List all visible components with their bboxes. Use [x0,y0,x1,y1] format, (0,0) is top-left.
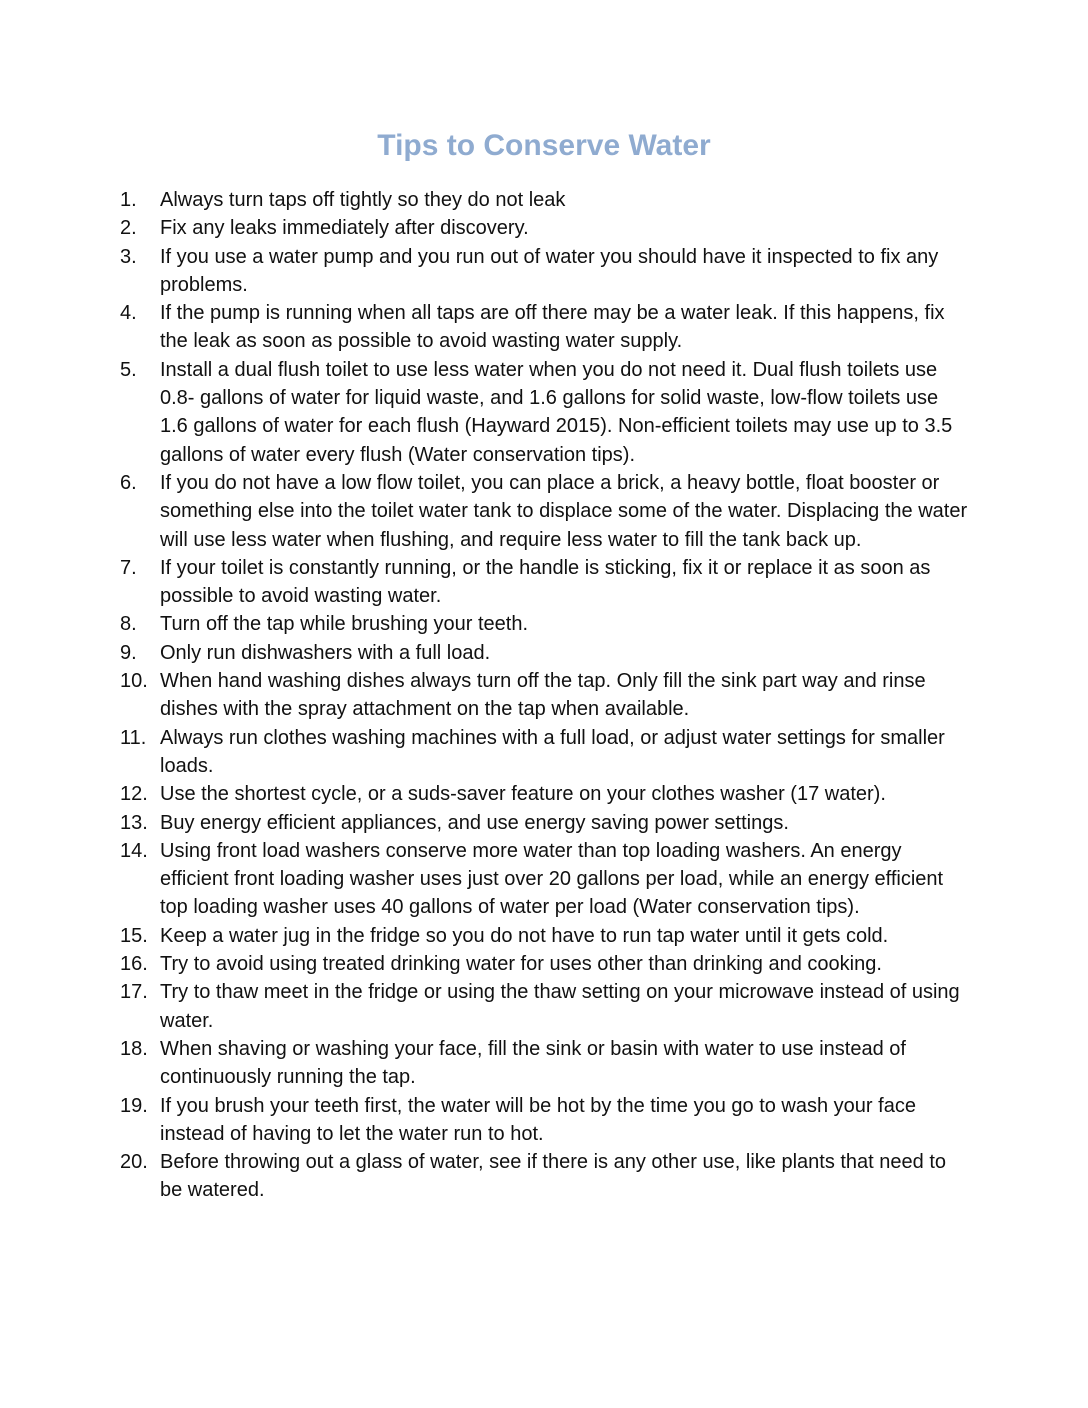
list-item-number: 17. [120,981,148,1004]
list-item [120,186,970,214]
list-item [120,639,970,667]
list-item [120,214,970,242]
list-item-number: 11. [120,726,147,749]
list-item-text: Turn off the tap while brushing your teeth. [160,613,528,636]
list-item-number: 6. [120,471,137,494]
list-item-number: 13. [120,811,148,834]
list-item [120,724,970,781]
list-item-text: Only run dishwashers with a full load. [160,641,491,664]
list-item [120,978,970,1035]
list-item-number: 16. [120,953,148,976]
list-item [120,950,970,978]
list-item [120,469,970,554]
list-item [120,356,970,469]
list-item-number: 12. [120,783,148,806]
list-item-text: Before throwing out a glass of water, see if there is any other use, like plants that need to be watered. [160,1151,947,1202]
list-item-number: 20. [120,1151,148,1174]
list-item-number: 14. [120,839,148,862]
list-item-text: When shaving or washing your face, fill the sink or basin with water to use instead of continuously running the tap. [160,1037,906,1089]
list-item [120,243,970,300]
list-item [120,780,970,808]
list-item-text: Buy energy efficient appliances, and use energy saving power settings. [160,811,789,834]
list-item-number: 4. [120,302,137,325]
list-item-text: Try to thaw meet in the fridge or using the thaw setting on your microwave instead of using water. [160,981,960,1032]
list-item-text: Fix any leaks immediately after discovery. [160,217,529,240]
list-item [120,809,970,837]
list-item [120,1092,970,1149]
list-item-text: If the pump is running when all taps are off there may be a water leak. If this happens, fix the leak as soon as possible to avoid wasting water supply. [160,302,945,353]
list-item-number: 7. [120,556,137,579]
list-item-number: 19. [120,1094,148,1117]
list-item-text: Always run clothes washing machines with a full load, or adjust water settings for smaller loads. [160,726,945,777]
list-item-number: 15. [120,924,148,947]
list-item-text: Always turn taps off tightly so they do not leak [160,189,566,211]
list-item [120,299,970,356]
list-item-text: If you brush your teeth first, the water will be hot by the time you go to wash your face instead of having to let the water run to hot. [160,1094,916,1145]
list-item-number: 1. [120,189,137,211]
page-title: Tips to Conserve Water [377,129,711,162]
list-item-text: Use the shortest cycle, or a suds-saver feature on your clothes washer (17 water). [160,783,886,806]
list-item [120,610,970,638]
list-item-number: 10. [120,670,148,693]
list-item-number: 18. [120,1037,148,1060]
list-item-number: 9. [120,641,137,664]
list-item-text: Keep a water jug in the fridge so you do not have to run tap water until it gets cold. [160,924,889,947]
list-item-text: When hand washing dishes always turn off the tap. Only fill the sink part way and rinse dishes with the spray attachment on the tap when available. [160,670,926,721]
list-item [120,1035,970,1092]
list-item-text: Using front load washers conserve more water than top loading washers. An energy efficient front loading washer uses just over 20 gallons per load, while an energy efficient top loading washer uses 40 gallons of water per load (Water conservation tips). [160,839,944,919]
list-item-number: 3. [120,245,137,268]
list-item-text: Try to avoid using treated drinking water for uses other than drinking and cooking. [160,953,882,976]
list-item [120,667,970,724]
list-item-text: If your toilet is constantly running, or the handle is sticking, fix it or replace it as soon as possible to avoid wasting water. [160,556,931,608]
list-item-number: 2. [120,217,137,240]
list-item [120,554,970,611]
tips-list [120,186,970,1205]
list-item-number: 5. [120,358,137,381]
list-item-text: Install a dual flush toilet to use less water when you do not need it. Dual flush toilets use 0.8- gallons of water for liquid waste, and 1.6 gallons for solid waste, low-flow toilets use 1.6 gallons of water for each flush (Hayward 2015). Non-efficient toilets may use up to 3.5 gallons of water every flush (Water conservation tips). [160,358,953,466]
list-item [120,922,970,950]
list-item-text: If you do not have a low flow toilet, you can place a brick, a heavy bottle, float booster or something else into the toilet water tank to displace some of the water. Displacing the water will use less water when flushing, and require less water to fill the tank back up. [160,471,968,551]
list-item [120,1148,970,1205]
list-item [120,837,970,922]
list-item-number: 8. [120,613,137,636]
list-item-text: If you use a water pump and you run out of water you should have it inspected to fix any problems. [160,245,939,296]
